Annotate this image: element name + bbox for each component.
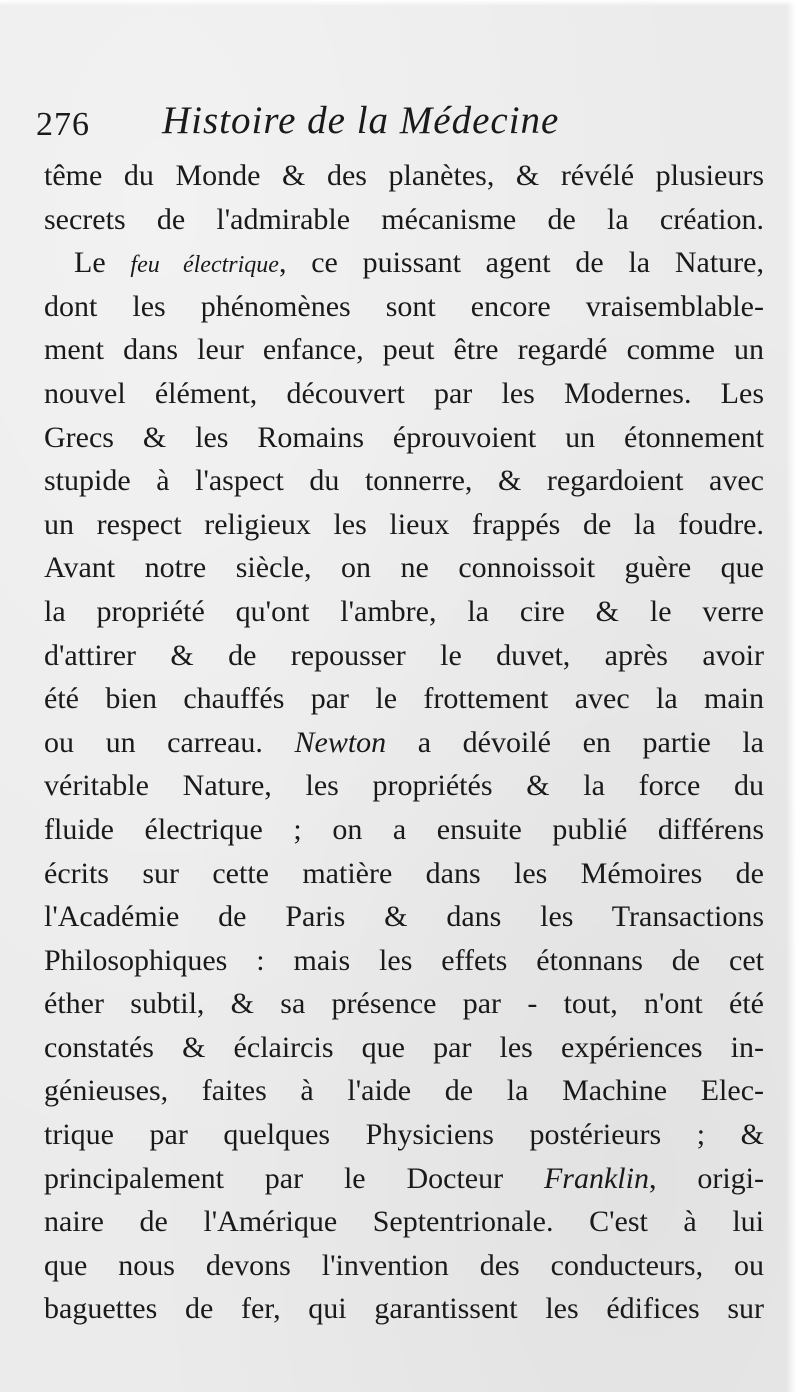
text-segment: , origi- — [648, 1161, 764, 1195]
italic-term: feu électrique — [130, 252, 279, 279]
text-line: Avant notre siècle, on ne connoissoit guère que — [44, 551, 764, 585]
text-line: que nous devons l'invention des conducteurs, ou — [44, 1248, 764, 1282]
text-line: Philosophiques : mais les effets étonnans de cet — [44, 943, 764, 977]
text-line: écrits sur cette matière dans les Mémoires de — [44, 856, 764, 890]
text-line: fluide électrique ; on a ensuite publié différens — [44, 812, 764, 846]
text-line: nouvel élément, découvert par les Modernes. Les — [44, 376, 764, 410]
text-line: l'Académie de Paris & dans les Transactions — [44, 900, 764, 934]
text-line: été bien chauffés par le frottement avec la main — [44, 682, 764, 716]
text-line: stupide à l'aspect du tonnerre, & regardoient avec — [44, 464, 764, 498]
text-line: ment dans leur enfance, peut être regardé comme un — [44, 333, 764, 367]
page-top-edge — [0, 0, 800, 6]
text-line — [44, 241, 764, 285]
text-line: véritable Nature, les propriétés & la force du — [44, 769, 764, 803]
body-text — [44, 154, 764, 1331]
text-line: trique par quelques Physiciens postérieurs ; & — [44, 1118, 764, 1152]
page-number: 276 — [36, 106, 90, 143]
text-line — [44, 721, 764, 765]
text-line: d'attirer & de repousser le duvet, après avoir — [44, 638, 764, 672]
text-segment: ou un carreau. — [44, 725, 295, 759]
running-title: Histoire de la Médecine — [162, 99, 560, 142]
text-line — [44, 1157, 764, 1201]
text-line: éther subtil, & sa présence par - tout, n'ont été — [44, 987, 764, 1021]
text-line: Grecs & les Romains éprouvoient un étonnement — [44, 420, 764, 454]
text-line: baguettes de fer, qui garantissent les édifices sur — [44, 1292, 764, 1326]
text-segment: Le — [74, 246, 131, 280]
italic-name: Franklin — [543, 1161, 649, 1195]
text-line: un respect religieux les lieux frappés de la foudre. — [44, 507, 764, 541]
italic-name: Newton — [294, 725, 387, 759]
text-line: la propriété qu'ont l'ambre, la cire & le verre — [44, 594, 764, 628]
text-line: constatés & éclaircis que par les expériences in- — [44, 1030, 764, 1064]
text-segment: principalement par le Docteur — [44, 1161, 544, 1195]
text-line: génieuses, faites à l'aide de la Machine Elec- — [44, 1074, 764, 1108]
page-right-edge — [786, 0, 800, 1392]
text-line: secrets de l'admirable mécanisme de la création. — [44, 202, 764, 236]
text-segment: , ce puissant agent de la Nature, — [278, 246, 764, 280]
text-line: naire de l'Amérique Septentrionale. C'est à lui — [44, 1205, 764, 1239]
text-segment: a dévoilé en partie la — [386, 725, 764, 759]
text-line: dont les phénomènes sont encore vraisemblable- — [44, 289, 764, 323]
page-header — [36, 98, 756, 154]
text-line: tême du Monde & des planètes, & révélé plusieurs — [44, 159, 764, 192]
